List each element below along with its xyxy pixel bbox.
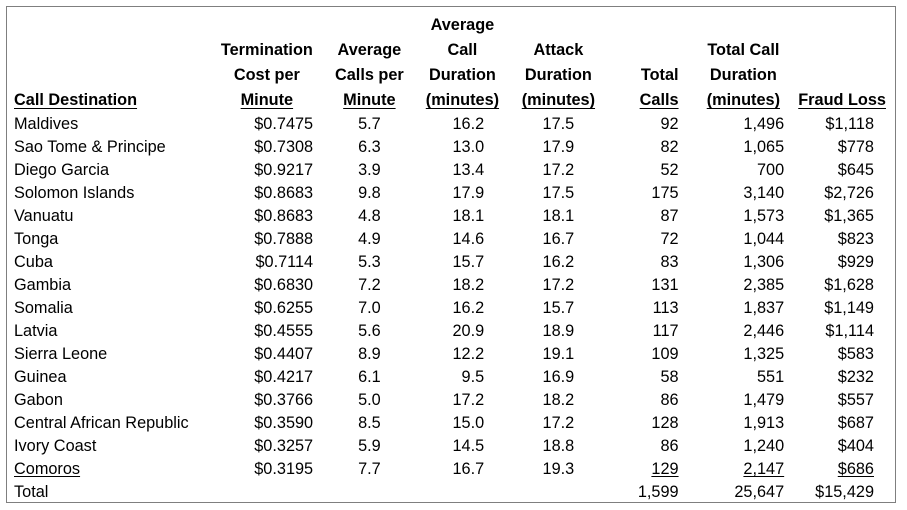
cell-average-duration: 14.6 [452, 230, 485, 248]
table-row [7, 297, 895, 320]
cell-average-calls: 5.6 [358, 322, 381, 340]
cell-destination: Gambia [14, 276, 72, 294]
table-row [7, 274, 895, 297]
cell-destination: Somalia [14, 299, 73, 317]
cell-destination: Vanuatu [14, 207, 74, 225]
cell-total-duration: 1,913 [743, 414, 785, 432]
cell-average-duration: 15.0 [452, 414, 485, 432]
cell-attack-duration: 19.1 [542, 345, 575, 363]
cell-total-duration: 1,044 [743, 230, 785, 248]
header-total-call-duration: Total Call Duration (minutes) [706, 41, 780, 109]
total-row [7, 481, 895, 504]
table-row [7, 343, 895, 366]
cell-termination-cost: $0.7114 [255, 253, 314, 271]
cell-total-duration: 1,479 [743, 391, 785, 409]
cell-fraud-loss: $929 [837, 253, 874, 271]
cell-fraud-loss: $823 [837, 230, 874, 248]
cell-average-calls: 4.9 [358, 230, 381, 248]
cell-fraud-loss: $1,114 [825, 322, 874, 340]
cell-average-duration: 14.5 [452, 437, 485, 455]
table-body [7, 113, 895, 481]
cell-average-duration: 16.2 [452, 115, 485, 133]
cell-termination-cost: $0.4407 [254, 345, 314, 363]
cell-average-duration: 12.2 [452, 345, 485, 363]
cell-attack-duration: 17.2 [542, 161, 575, 179]
header-row [7, 13, 895, 113]
cell-total-calls: 109 [651, 345, 679, 363]
table-row [7, 228, 895, 251]
cell-fraud-loss: $645 [837, 161, 874, 179]
cell-termination-cost: $0.9217 [254, 161, 314, 179]
cell-total-duration: 1,306 [743, 253, 785, 271]
cell-termination-cost: $0.6830 [254, 276, 314, 294]
cell-total-calls: 58 [660, 368, 679, 386]
cell-fraud-loss: $778 [837, 138, 874, 156]
cell-attack-duration: 17.9 [542, 138, 575, 156]
cell-total-calls: 86 [660, 437, 679, 455]
table-row [7, 251, 895, 274]
cell-attack-duration: 15.7 [542, 299, 575, 317]
cell-attack-duration: 17.2 [542, 414, 575, 432]
cell-average-duration: 9.5 [461, 368, 485, 386]
cell-average-duration: 15.7 [452, 253, 485, 271]
cell-average-duration: 13.4 [452, 161, 485, 179]
cell-average-calls: 8.9 [358, 345, 381, 363]
header-attack-duration: Attack Duration (minutes) [521, 41, 596, 109]
table-row [7, 159, 895, 182]
cell-total-duration: 700 [756, 161, 785, 179]
cell-fraud-loss: $1,118 [825, 115, 874, 133]
cell-total-calls: 82 [660, 138, 679, 156]
cell-destination: Ivory Coast [14, 437, 97, 455]
cell-destination: Comoros [14, 460, 81, 478]
header-termination-cost: Termination Cost per Minute [220, 41, 313, 109]
table-row [7, 412, 895, 435]
cell-fraud-loss: $1,149 [824, 299, 874, 317]
cell-termination-cost: $0.3195 [254, 460, 314, 478]
cell-termination-cost: $0.7308 [254, 138, 314, 156]
total-calls-sum: 1,599 [637, 483, 679, 501]
cell-fraud-loss: $232 [837, 368, 874, 386]
cell-termination-cost: $0.4555 [254, 322, 314, 340]
cell-average-calls: 6.3 [358, 138, 381, 156]
header-call-destination: Call Destination [14, 91, 138, 109]
cell-total-calls: 129 [651, 460, 679, 478]
cell-attack-duration: 17.2 [542, 276, 575, 294]
cell-total-duration: 1,065 [743, 138, 785, 156]
cell-total-calls: 87 [660, 207, 679, 225]
cell-fraud-loss: $2,726 [824, 184, 874, 202]
cell-average-calls: 7.7 [358, 460, 381, 478]
cell-total-calls: 83 [660, 253, 679, 271]
cell-destination: Sierra Leone [14, 345, 108, 363]
cell-total-calls: 92 [660, 115, 679, 133]
cell-total-duration: 1,496 [743, 115, 785, 133]
cell-attack-duration: 18.9 [542, 322, 575, 340]
cell-termination-cost: $0.3257 [254, 437, 314, 455]
fraud-loss-table [7, 13, 895, 504]
cell-destination: Sao Tome & Principe [14, 138, 166, 156]
cell-attack-duration: 16.2 [542, 253, 575, 271]
cell-total-calls: 131 [651, 276, 679, 294]
cell-total-calls: 52 [660, 161, 679, 179]
table-row [7, 182, 895, 205]
cell-average-calls: 6.1 [358, 368, 381, 386]
cell-total-duration: 1,240 [743, 437, 785, 455]
cell-total-calls: 117 [652, 322, 679, 340]
cell-fraud-loss: $583 [837, 345, 874, 363]
cell-fraud-loss: $687 [837, 414, 874, 432]
table-row [7, 435, 895, 458]
cell-attack-duration: 17.5 [542, 184, 575, 202]
table-frame [6, 6, 896, 503]
cell-termination-cost: $0.6255 [254, 299, 314, 317]
cell-total-duration: 2,385 [743, 276, 785, 294]
cell-attack-duration: 18.8 [542, 437, 575, 455]
header-fraud-loss: Fraud Loss [798, 91, 886, 109]
cell-average-calls: 5.9 [358, 437, 381, 455]
table-row [7, 389, 895, 412]
cell-average-duration: 17.9 [452, 184, 485, 202]
cell-average-duration: 16.2 [452, 299, 485, 317]
cell-attack-duration: 18.2 [542, 391, 575, 409]
cell-total-duration: 551 [756, 368, 785, 386]
cell-total-calls: 175 [651, 184, 679, 202]
cell-average-duration: 16.7 [452, 460, 485, 478]
table-row [7, 205, 895, 228]
cell-fraud-loss: $557 [837, 391, 874, 409]
cell-total-calls: 128 [651, 414, 679, 432]
cell-average-calls: 7.0 [358, 299, 381, 317]
cell-destination: Latvia [14, 322, 58, 340]
cell-destination: Cuba [14, 253, 53, 271]
cell-average-calls: 4.8 [358, 207, 381, 225]
cell-destination: Diego Garcia [14, 161, 110, 179]
cell-termination-cost: $0.4217 [254, 368, 314, 386]
cell-average-calls: 7.2 [358, 276, 381, 294]
cell-destination: Gabon [14, 391, 63, 409]
cell-average-calls: 8.5 [358, 414, 381, 432]
cell-total-duration: 2,147 [743, 460, 785, 478]
fraud-loss-sum: $15,429 [815, 483, 874, 501]
cell-total-calls: 86 [660, 391, 679, 409]
cell-attack-duration: 16.7 [542, 230, 575, 248]
header-total-calls: Total Calls [639, 66, 679, 109]
header-average-calls: Average Calls per Minute [334, 41, 404, 109]
cell-termination-cost: $0.8683 [254, 207, 314, 225]
cell-attack-duration: 17.5 [542, 115, 575, 133]
cell-total-duration: 1,573 [743, 207, 785, 225]
cell-attack-duration: 16.9 [542, 368, 575, 386]
cell-destination: Solomon Islands [14, 184, 135, 202]
cell-average-calls: 3.9 [358, 161, 381, 179]
cell-termination-cost: $0.3590 [254, 414, 314, 432]
cell-termination-cost: $0.8683 [254, 184, 314, 202]
cell-destination: Central African Republic [14, 414, 189, 432]
table-row [7, 458, 895, 481]
table-row [7, 136, 895, 159]
cell-total-duration: 1,837 [743, 299, 785, 317]
cell-average-calls: 5.3 [358, 253, 381, 271]
cell-total-calls: 113 [652, 299, 679, 317]
cell-total-duration: 1,325 [743, 345, 785, 363]
cell-total-calls: 72 [660, 230, 679, 248]
cell-average-calls: 5.7 [358, 115, 381, 133]
cell-average-calls: 5.0 [358, 391, 381, 409]
cell-attack-duration: 19.3 [542, 460, 575, 478]
cell-fraud-loss: $1,628 [824, 276, 874, 294]
cell-average-duration: 18.1 [452, 207, 485, 225]
cell-fraud-loss: $1,365 [824, 207, 874, 225]
table-row [7, 366, 895, 389]
cell-fraud-loss: $404 [837, 437, 874, 455]
cell-average-duration: 18.2 [452, 276, 485, 294]
cell-attack-duration: 18.1 [542, 207, 575, 225]
cell-total-duration: 2,446 [743, 322, 785, 340]
cell-destination: Tonga [14, 230, 59, 248]
cell-termination-cost: $0.7475 [254, 115, 314, 133]
cell-average-duration: 20.9 [452, 322, 485, 340]
cell-total-duration: 3,140 [743, 184, 785, 202]
cell-average-duration: 17.2 [452, 391, 485, 409]
cell-fraud-loss: $686 [837, 460, 874, 478]
cell-average-duration: 13.0 [452, 138, 485, 156]
total-duration-sum: 25,647 [734, 483, 785, 501]
total-label: Total [14, 483, 49, 501]
cell-termination-cost: $0.3766 [254, 391, 314, 409]
cell-average-calls: 9.8 [358, 184, 381, 202]
cell-destination: Guinea [14, 368, 67, 386]
table-row [7, 113, 895, 136]
table-row [7, 320, 895, 343]
cell-destination: Maldives [14, 115, 79, 133]
header-average-call-duration: Average Call Duration (minutes) [425, 16, 500, 109]
cell-termination-cost: $0.7888 [254, 230, 314, 248]
